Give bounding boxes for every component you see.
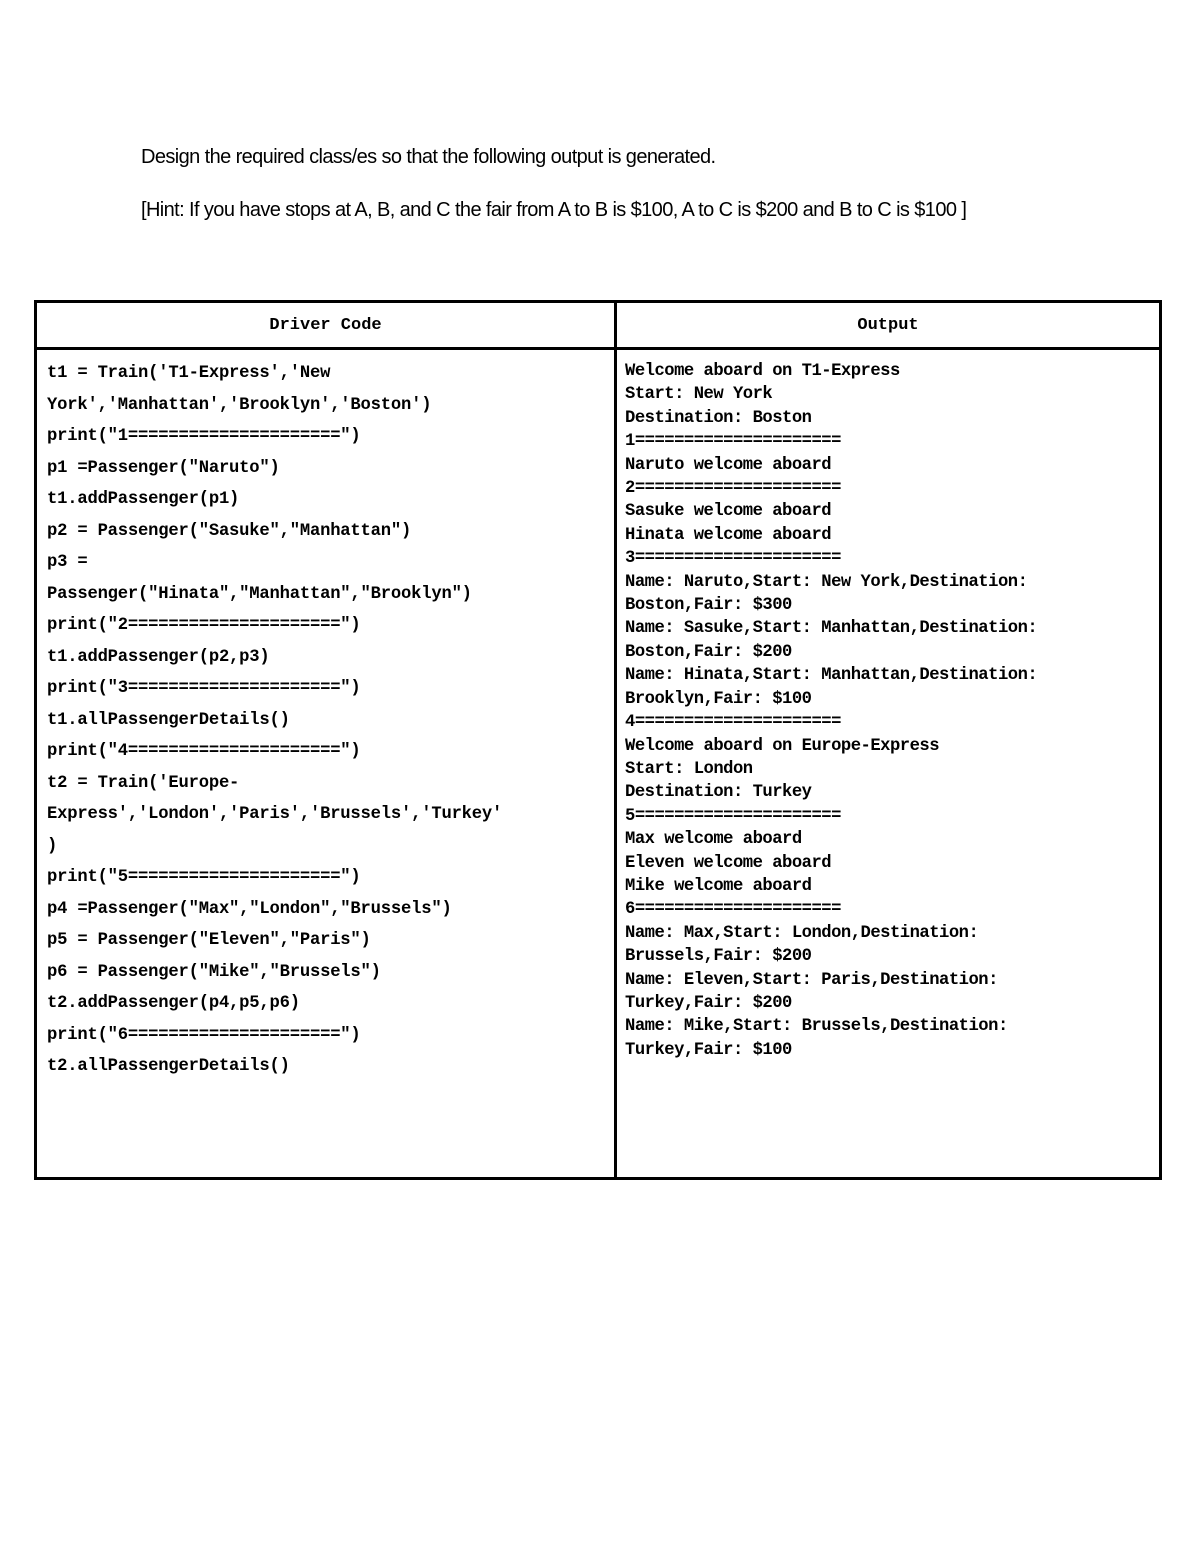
output-cell xyxy=(616,349,1161,1179)
driver-code-header: Driver Code xyxy=(36,302,616,349)
driver-code-block: t1 = Train('T1-Express','New York','Manhattan','Brooklyn','Boston') print("1=====================") p1 =Passenger("Naruto") t1.addPassenger(p1) p2 = Passenger("Sasuke","Manhattan") p3 = Passenger("Hinata","Manhattan","Brooklyn") print("2=====================") t1.addPassenger(p2,p3) print("3=====================") t1.allPassengerDetails() print("4=====================") t2 = Train('Europe- Express','London','Paris','Brussels','Turkey' ) print("5=====================") p4 =Passenger("Max","London","Brussels") p5 = Passenger("Eleven","Paris") p6 = Passenger("Mike","Brussels") t2.addPassenger(p4,p5,p6) print("6=====================") t2.allPassengerDetails() xyxy=(47,364,503,1076)
output-header: Output xyxy=(616,302,1161,349)
driver-output-table xyxy=(34,300,1162,1180)
table-header-row xyxy=(36,302,1161,349)
driver-code-cell xyxy=(36,349,616,1179)
hint-text: [Hint: If you have stops at A, B, and C the fair from A to B is $100, A to C is $200 and B to C is $100 ] xyxy=(141,199,967,221)
instruction-text: Design the required class/es so that the following output is generated. xyxy=(141,146,716,168)
output-text-block: Welcome aboard on T1-Express Start: New York Destination: Boston 1===================== Naruto welcome aboard 2===================== Sasuke welcome aboard Hinata welcome aboard 3===================== Name: Naruto,Start: New York,Destination: Boston,Fair: $300 Name: Sasuke,Start: Manhattan,Destination: Boston,Fair: $200 Name: Hinata,Start: Manhattan,Destination: Brooklyn,Fair: $100 4===================== Welcome aboard on Europe-Express Start: London Destination: Turkey 5===================== Max welcome aboard Eleven welcome aboard Mike welcome aboard 6===================== Name: Max,Start: London,Destination: Brussels,Fair: $200 Name: Eleven,Start: Paris,Destination: Turkey,Fair: $200 Name: Mike,Start: Brussels,Destination: Turkey,Fair: $100 xyxy=(625,362,1038,1060)
table-body-row xyxy=(36,349,1161,1179)
problem-statement xyxy=(141,142,1071,225)
